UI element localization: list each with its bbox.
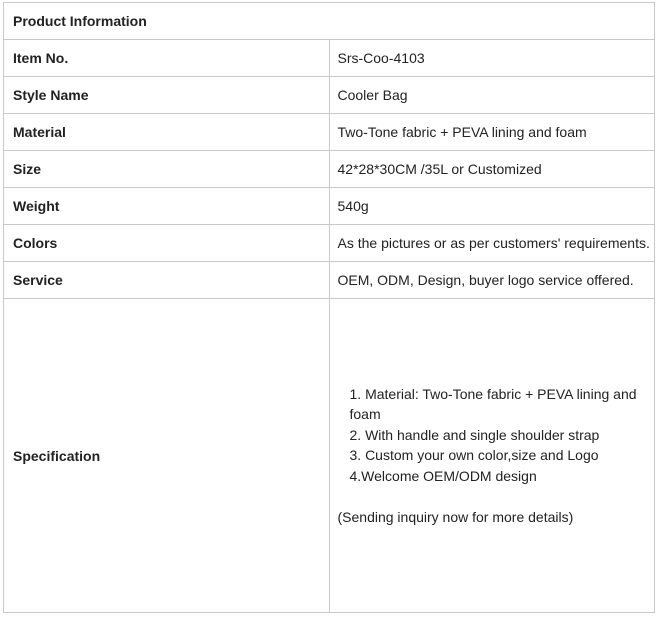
- specification-item: 2. With handle and single shoulder strap: [349, 426, 600, 443]
- specification-note: (Sending inquiry now for more details): [337, 509, 574, 526]
- row-label: Service: [4, 262, 330, 299]
- row-value: OEM, ODM, Design, buyer logo service offered.: [329, 262, 655, 299]
- table-title-row: [4, 3, 655, 40]
- row-value: Cooler Bag: [329, 77, 655, 114]
- row-label: Size: [4, 151, 330, 188]
- table-row: [4, 40, 655, 77]
- table-row: [4, 225, 655, 262]
- table-title: Product Information: [4, 3, 655, 40]
- specification-value: [329, 299, 655, 613]
- product-information-table: [3, 2, 655, 613]
- table-row: [4, 114, 655, 151]
- row-label: Material: [4, 114, 330, 151]
- table-row: [4, 262, 655, 299]
- specification-row: [4, 299, 655, 613]
- row-value: As the pictures or as per customers' requirements.: [329, 225, 655, 262]
- row-value: 540g: [329, 188, 655, 225]
- row-value: Two-Tone fabric + PEVA lining and foam: [329, 114, 655, 151]
- row-value: Srs-Coo-4103: [329, 40, 655, 77]
- specification-item: 4.Welcome OEM/ODM design: [349, 467, 537, 484]
- specification-list: [338, 384, 655, 487]
- row-label: Colors: [4, 225, 330, 262]
- table-row: [4, 188, 655, 225]
- row-label: Weight: [4, 188, 330, 225]
- table-row: [4, 151, 655, 188]
- row-label: Style Name: [4, 77, 330, 114]
- specification-label: Specification: [4, 299, 330, 613]
- table-row: [4, 77, 655, 114]
- row-value: 42*28*30CM /35L or Customized: [329, 151, 655, 188]
- specification-item: 1. Material: Two-Tone fabric + PEVA lining and foam: [349, 385, 637, 423]
- specification-item: 3. Custom your own color,size and Logo: [349, 447, 599, 464]
- row-label: Item No.: [4, 40, 330, 77]
